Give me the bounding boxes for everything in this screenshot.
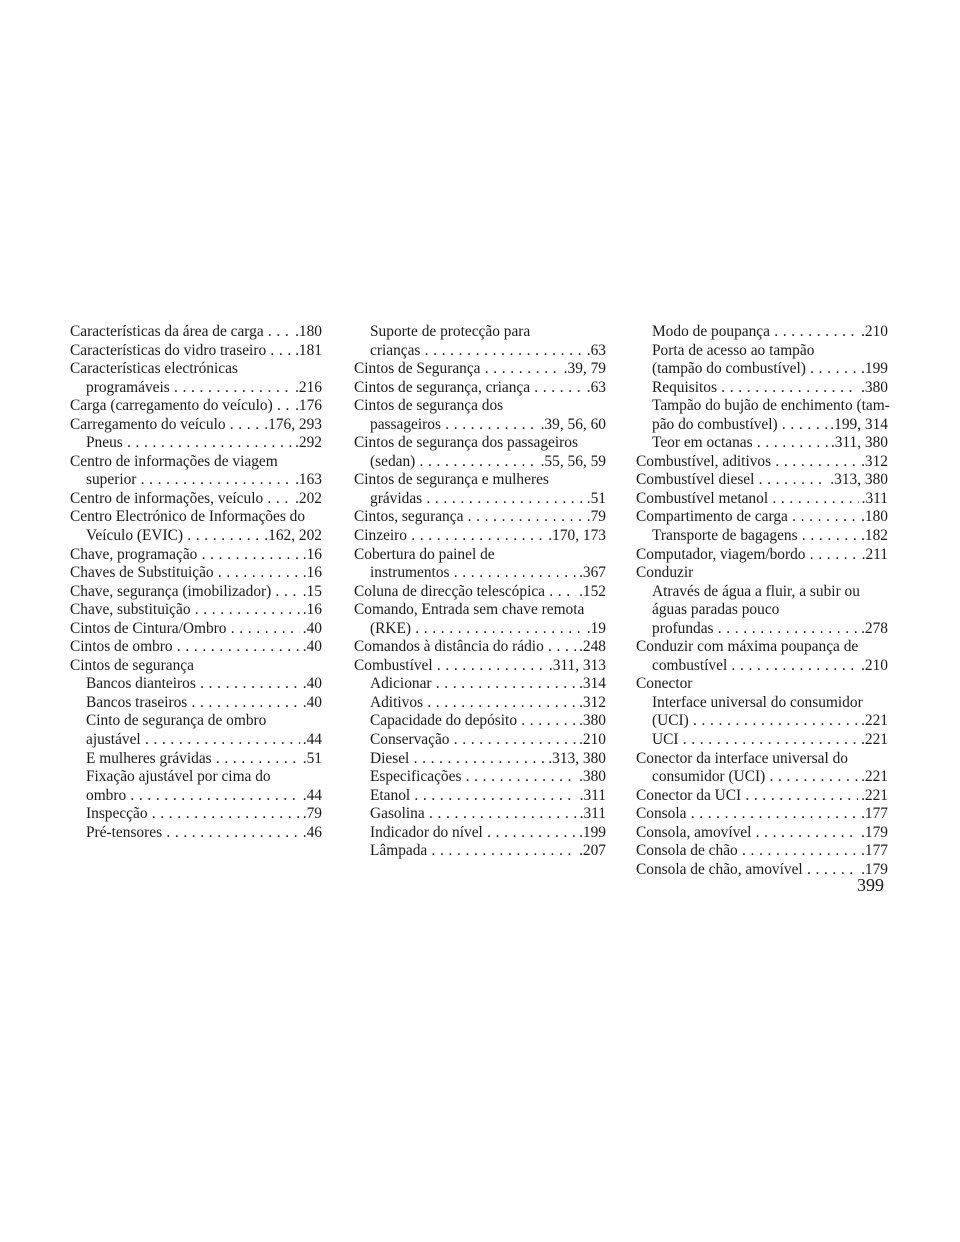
index-entry — [354, 360, 606, 379]
index-entry — [636, 527, 888, 546]
entry-label: grávidas . . . — [370, 490, 606, 509]
index-entry — [354, 787, 606, 806]
entry-page-ref: .380 — [576, 712, 606, 731]
entry-label: ajustável . . . — [86, 731, 322, 750]
index-column-2 — [354, 323, 606, 861]
index-entry — [636, 675, 888, 694]
entry-page-ref: .311 — [577, 805, 606, 824]
entry-label: Suporte de protecção para — [370, 323, 531, 340]
entry-label: Cintos, segurança . . . — [354, 508, 606, 527]
entry-label: Cintos de ombro . . . — [70, 638, 322, 657]
entry-page-ref: .63 — [584, 379, 606, 398]
entry-label: pão do combustível) . . . — [652, 416, 888, 435]
index-entry — [70, 416, 322, 435]
entry-label: (UCI) . . . — [652, 712, 888, 731]
index-entry — [354, 805, 606, 824]
index-entry — [636, 694, 888, 731]
index-entry — [70, 564, 322, 583]
index-entry — [636, 861, 888, 880]
entry-page-ref: .16 — [300, 601, 322, 620]
index-entry — [354, 471, 606, 508]
index-entry — [70, 638, 322, 657]
entry-label: Centro de informações, veículo . . . — [70, 490, 322, 509]
entry-label: Centro Electrónico de Informações do — [70, 508, 306, 526]
index-entry — [636, 323, 888, 342]
entry-label: Adicionar . . . — [370, 675, 606, 694]
entry-page-ref: .44 — [300, 787, 322, 806]
entry-label: Cobertura do painel de — [354, 545, 495, 563]
entry-label: Diesel . . . — [370, 750, 606, 769]
entry-label: Consola de chão . . . — [636, 842, 888, 861]
entry-page-ref: .15 — [300, 583, 322, 602]
entry-label: Conector da UCI . . . — [636, 787, 888, 806]
index-entry — [70, 768, 322, 805]
entry-page-ref: .181 — [292, 342, 322, 361]
entry-label: Interface universal do consumidor — [652, 693, 863, 711]
index-entry — [70, 490, 322, 509]
entry-label: (sedan) . . . — [370, 453, 606, 472]
index-entry — [636, 508, 888, 527]
entry-page-ref: .179 — [858, 824, 888, 843]
index-entry — [70, 453, 322, 490]
index-entry — [636, 453, 888, 472]
index-entry — [354, 768, 606, 787]
index-entry — [636, 471, 888, 490]
entry-page-ref: .202 — [292, 490, 322, 509]
entry-page-ref: .180 — [858, 508, 888, 527]
entry-label: Centro de informações de viagem — [70, 452, 278, 470]
entry-page-ref: .199 — [576, 824, 606, 843]
entry-label: Carregamento do veículo . . . — [70, 416, 322, 435]
index-entry — [70, 323, 322, 342]
entry-label: águas paradas pouco — [652, 601, 780, 619]
entry-label: Conector da interface universal do — [636, 749, 848, 767]
index-entry — [70, 657, 322, 676]
entry-page-ref: .46 — [300, 824, 322, 843]
entry-label: Conservação . . . — [370, 731, 606, 750]
entry-label: Cintos de Cintura/Ombro . . . — [70, 620, 322, 639]
index-entry — [70, 675, 322, 694]
entry-label: Cintos de segurança e mulheres — [354, 471, 549, 489]
entry-page-ref: .16 — [300, 564, 322, 583]
index-entry — [354, 842, 606, 861]
index-entry — [354, 657, 606, 676]
entry-label: (tampão do combustível) . . . — [652, 360, 888, 379]
entry-label: Chave, substituição . . . — [70, 601, 322, 620]
entry-label: Cinto de segurança de ombro — [86, 712, 267, 730]
index-entry — [354, 694, 606, 713]
entry-label: Compartimento de carga . . . — [636, 508, 888, 527]
entry-label: Através de água a fluir, a subir ou — [652, 582, 860, 600]
index-entry — [636, 490, 888, 509]
entry-label: Consola . . . — [636, 805, 888, 824]
entry-page-ref: .312 — [576, 694, 606, 713]
entry-page-ref: .367 — [576, 564, 606, 583]
entry-label: Requisitos . . . — [652, 379, 888, 398]
entry-page-ref: .221 — [858, 768, 888, 787]
entry-page-ref: .19 — [584, 620, 606, 639]
entry-label: Comando, Entrada sem chave remota — [354, 601, 585, 619]
index-entry — [354, 638, 606, 657]
index-entry — [636, 583, 888, 639]
entry-page-ref: .312 — [858, 453, 888, 472]
index-entry — [70, 434, 322, 453]
entry-page-ref: .63 — [584, 342, 606, 361]
entry-page-ref: .199, 314 — [827, 416, 888, 435]
entry-label: Conduzir com máxima poupança de — [636, 638, 859, 656]
entry-label: E mulheres grávidas . . . — [86, 750, 322, 769]
entry-label: Carga (carregamento do veículo) . . . — [70, 397, 322, 416]
entry-label: UCI . . . — [652, 731, 888, 750]
index-entry — [354, 323, 606, 360]
index-entry — [70, 601, 322, 620]
index-entry — [354, 508, 606, 527]
entry-page-ref: .311, 380 — [828, 434, 888, 453]
index-entry — [354, 731, 606, 750]
entry-page-ref: .314 — [576, 675, 606, 694]
entry-page-ref: .180 — [292, 323, 322, 342]
entry-label: Características electrónicas — [70, 360, 238, 378]
entry-label: Veículo (EVIC) . . . — [86, 527, 322, 546]
entry-label: Porta de acesso ao tampão — [652, 341, 815, 359]
entry-label: Capacidade do depósito . . . — [370, 712, 606, 731]
index-entry — [354, 712, 606, 731]
entry-page-ref: .177 — [858, 842, 888, 861]
entry-label: crianças . . . — [370, 342, 606, 361]
entry-label: Combustível diesel . . . — [636, 471, 888, 490]
index-entry — [636, 824, 888, 843]
entry-label: Cintos de segurança — [70, 656, 194, 674]
index-entry — [354, 527, 606, 546]
index-entry — [636, 638, 888, 675]
entry-label: Lâmpada . . . — [370, 842, 606, 861]
index-entry — [354, 379, 606, 398]
entry-label: Chaves de Substituição . . . — [70, 564, 322, 583]
entry-page-ref: .176, 293 — [261, 416, 322, 435]
entry-label: Cintos de segurança dos — [354, 397, 504, 415]
entry-page-ref: .311, 313 — [546, 657, 606, 676]
entry-page-ref: .380 — [858, 379, 888, 398]
entry-label: Bancos dianteiros . . . — [86, 675, 322, 694]
entry-label: Gasolina . . . — [370, 805, 606, 824]
page-number: 399 — [857, 875, 884, 895]
index-entry — [354, 583, 606, 602]
entry-label: profundas . . . — [652, 620, 888, 639]
index-entry — [636, 750, 888, 787]
entry-page-ref: .278 — [858, 620, 888, 639]
entry-label: Cintos de segurança, criança . . . — [354, 379, 606, 398]
entry-label: Características da área de carga . . . — [70, 323, 322, 342]
index-entry — [70, 824, 322, 843]
index-entry — [70, 694, 322, 713]
entry-label: combustível . . . — [652, 657, 888, 676]
entry-page-ref: .55, 56, 59 — [538, 453, 606, 472]
entry-label: (RKE) . . . — [370, 620, 606, 639]
entry-page-ref: .182 — [858, 527, 888, 546]
index-entry — [636, 546, 888, 565]
entry-page-ref: .170, 173 — [545, 527, 606, 546]
entry-label: Modo de poupança . . . — [652, 323, 888, 342]
entry-page-ref: .313, 380 — [545, 750, 606, 769]
entry-page-ref: .40 — [300, 675, 322, 694]
index-entry — [354, 750, 606, 769]
entry-label: Especificações . . . — [370, 768, 606, 787]
entry-page-ref: .210 — [858, 657, 888, 676]
entry-label: Consola, amovível . . . — [636, 824, 888, 843]
entry-label: Pré-tensores . . . — [86, 824, 322, 843]
entry-page-ref: .313, 380 — [827, 471, 888, 490]
entry-label: Teor em octanas . . . — [652, 434, 888, 453]
index-column-3 — [636, 323, 888, 879]
index-entry — [70, 805, 322, 824]
index-entry — [354, 434, 606, 471]
entry-page-ref: .79 — [300, 805, 322, 824]
entry-label: Transporte de bagagens . . . — [652, 527, 888, 546]
entry-page-ref: .162, 202 — [261, 527, 322, 546]
entry-page-ref: .79 — [584, 508, 606, 527]
entry-page-ref: .216 — [292, 379, 322, 398]
entry-label: Conduzir — [636, 564, 694, 582]
entry-label: Cintos de segurança dos passageiros — [354, 434, 578, 452]
entry-label: passageiros . . . — [370, 416, 606, 435]
index-entry — [70, 583, 322, 602]
entry-page-ref: .292 — [292, 434, 322, 453]
index-entry — [70, 712, 322, 749]
entry-label: Aditivos . . . — [370, 694, 606, 713]
entry-label: Indicador do nível . . . — [370, 824, 606, 843]
entry-page-ref: .221 — [858, 731, 888, 750]
entry-label: Bancos traseiros . . . — [86, 694, 322, 713]
entry-page-ref: .380 — [576, 768, 606, 787]
entry-page-ref: .16 — [300, 546, 322, 565]
entry-page-ref: .211 — [859, 546, 888, 565]
index-entry — [354, 397, 606, 434]
entry-label: Etanol . . . — [370, 787, 606, 806]
entry-label: Consola de chão, amovível . . . — [636, 861, 888, 880]
index-entry — [70, 342, 322, 361]
entry-page-ref: .51 — [300, 750, 322, 769]
entry-page-ref: .152 — [576, 583, 606, 602]
entry-page-ref: .221 — [858, 787, 888, 806]
index-entry — [70, 750, 322, 769]
index-entry — [70, 620, 322, 639]
index-entry — [636, 805, 888, 824]
index-entry — [636, 379, 888, 398]
entry-page-ref: .207 — [576, 842, 606, 861]
entry-label: Combustível, aditivos . . . — [636, 453, 888, 472]
entry-label: Pneus . . . — [86, 434, 322, 453]
entry-label: instrumentos . . . — [370, 564, 606, 583]
entry-page-ref: .44 — [300, 731, 322, 750]
entry-label: Computador, viagem/bordo . . . — [636, 546, 888, 565]
index-entry — [354, 675, 606, 694]
entry-label: Conector — [636, 675, 693, 693]
entry-page-ref: .311 — [859, 490, 888, 509]
entry-page-ref: .199 — [858, 360, 888, 379]
index-entry — [70, 546, 322, 565]
index-entry — [354, 546, 606, 583]
index-entry — [636, 564, 888, 583]
entry-label: Fixação ajustável por cima do — [86, 768, 271, 786]
entry-label: Combustível . . . — [354, 657, 606, 676]
entry-page-ref: .39, 79 — [561, 360, 606, 379]
index-column-1 — [70, 323, 322, 842]
entry-page-ref: .210 — [858, 323, 888, 342]
entry-page-ref: .40 — [300, 694, 322, 713]
entry-label: Comandos à distância do rádio . . . — [354, 638, 606, 657]
index-entry — [354, 601, 606, 638]
entry-page-ref: .39, 56, 60 — [538, 416, 606, 435]
index-entry — [636, 842, 888, 861]
entry-label: consumidor (UCI) . . . — [652, 768, 888, 787]
entry-label: Combustível metanol . . . — [636, 490, 888, 509]
index-entry — [636, 434, 888, 453]
entry-page-ref: .248 — [576, 638, 606, 657]
entry-label: ombro . . . — [86, 787, 322, 806]
entry-page-ref: .179 — [858, 861, 888, 880]
entry-page-ref: .40 — [300, 620, 322, 639]
index-entry — [636, 342, 888, 379]
entry-page-ref: .221 — [858, 712, 888, 731]
entry-label: Tampão do bujão de enchimento (tam- — [652, 397, 890, 415]
entry-page-ref: .51 — [584, 490, 606, 509]
index-entry — [636, 731, 888, 750]
index-entry — [70, 397, 322, 416]
index-entry — [636, 787, 888, 806]
entry-page-ref: .311 — [577, 787, 606, 806]
entry-label: superior . . . — [86, 471, 322, 490]
entry-label: Cintos de Segurança . . . — [354, 360, 606, 379]
index-entry — [354, 824, 606, 843]
index-entry — [636, 397, 888, 434]
index-entry — [70, 508, 322, 545]
entry-label: Inspecção . . . — [86, 805, 322, 824]
index-entry — [70, 360, 322, 397]
entry-label: programáveis . . . — [86, 379, 322, 398]
entry-label: Chave, programação . . . — [70, 546, 322, 565]
entry-label: Coluna de direcção telescópica . . . — [354, 583, 606, 602]
entry-page-ref: .210 — [576, 731, 606, 750]
entry-page-ref: .176 — [292, 397, 322, 416]
entry-label: Chave, segurança (imobilizador) . . . — [70, 583, 322, 602]
entry-page-ref: .177 — [858, 805, 888, 824]
entry-page-ref: .40 — [300, 638, 322, 657]
entry-label: Características do vidro traseiro . . . — [70, 342, 322, 361]
entry-page-ref: .163 — [292, 471, 322, 490]
entry-label: Cinzeiro . . . — [354, 527, 606, 546]
